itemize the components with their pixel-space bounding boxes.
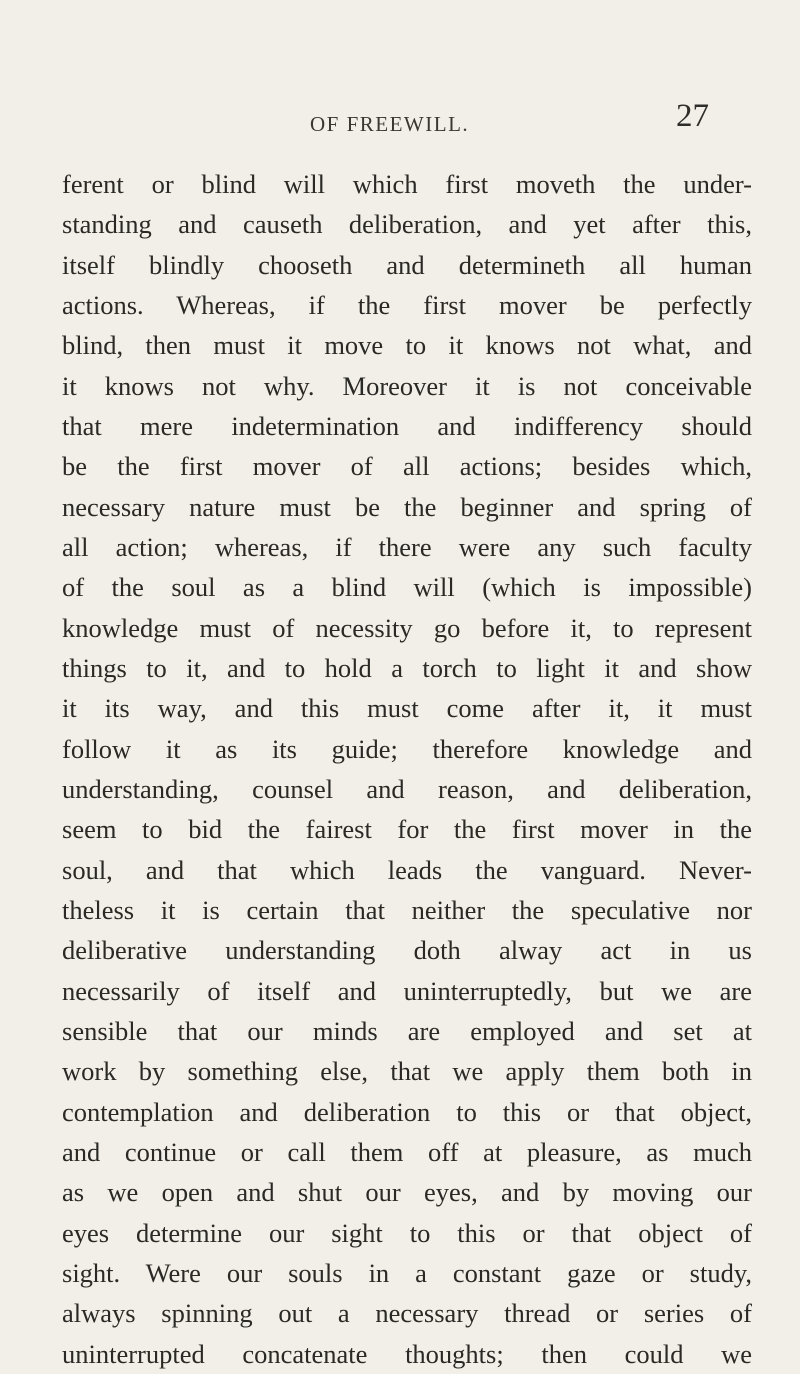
text-line: standing and causeth deliberation, and yet after this, — [62, 209, 752, 240]
text-line: sight. Were our souls in a constant gaze or study, — [62, 1257, 752, 1288]
text-line: actions. Whereas, if the first mover be perfectly — [62, 289, 752, 320]
text-line: be the first mover of all actions; besides which, — [62, 451, 752, 482]
text-line: blind, then must it move to it knows not what, and — [62, 330, 752, 361]
running-title: OF FREEWILL. — [310, 112, 470, 136]
text-line: theless it is certain that neither the speculative nor — [62, 894, 752, 925]
text-line: all action; whereas, if there were any such faculty — [62, 531, 752, 562]
text-line: soul, and that which leads the vanguard. Never- — [62, 854, 752, 885]
text-line: of the soul as a blind will (which is impossible) — [62, 572, 752, 603]
text-line: contemplation and deliberation to this or that object, — [62, 1096, 752, 1127]
body-text — [62, 164, 752, 1374]
text-line: seem to bid the fairest for the first mover in the — [62, 814, 752, 845]
text-line: things to it, and to hold a torch to light it and show — [62, 652, 752, 683]
text-line: and continue or call them off at pleasure, as much — [62, 1136, 752, 1167]
text-line: sensible that our minds are employed and set at — [62, 1015, 752, 1046]
text-line: ferent or blind will which first moveth the under- — [62, 169, 752, 199]
text-line: follow it as its guide; therefore knowledge and — [62, 733, 752, 764]
text-line: as we open and shut our eyes, and by moving our — [62, 1177, 752, 1208]
text-line: knowledge must of necessity go before it, to represent — [62, 612, 752, 643]
text-line: necessary nature must be the beginner and spring of — [62, 491, 752, 522]
page-number: 27 — [676, 98, 709, 134]
text-line: understanding, counsel and reason, and deliberation, — [62, 773, 752, 804]
text-line: necessarily of itself and uninterruptedly, but we are — [62, 975, 752, 1006]
text-line: deliberative understanding doth alway act in us — [62, 935, 752, 966]
text-line: work by something else, that we apply them both in — [62, 1056, 752, 1087]
text-line: that mere indetermination and indifferency should — [62, 410, 752, 441]
text-line: it its way, and this must come after it, it must — [62, 693, 752, 724]
text-line: itself blindly chooseth and determineth all human — [62, 249, 752, 280]
text-line: eyes determine our sight to this or that object of — [62, 1217, 752, 1248]
text-line: it knows not why. Moreover it is not conceivable — [62, 370, 752, 401]
text-line: uninterrupted concatenate thoughts; then could we — [62, 1338, 752, 1369]
text-line: always spinning out a necessary thread or series of — [62, 1298, 752, 1329]
